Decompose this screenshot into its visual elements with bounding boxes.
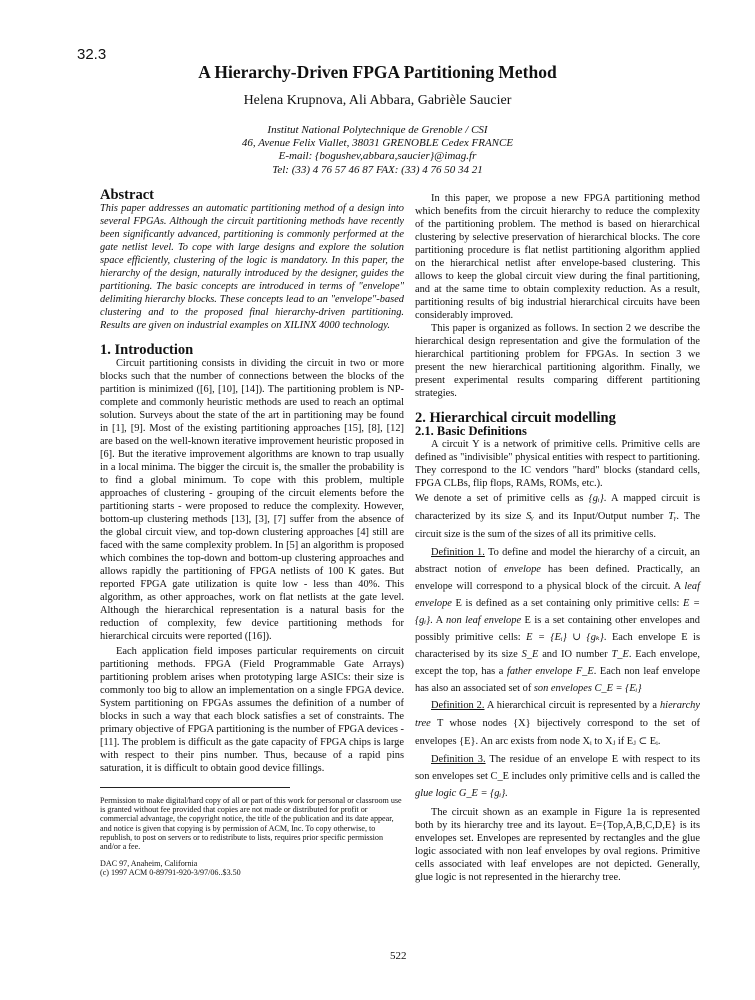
intro-paragraph: Each application field imposes particular requirements on circuit partitioning methods. FPGA (Field Programmable Gate Arrays) partitioning problem arises when prototyping large ASICs: their size is commonly too big to allow an implementation on a single FPGA device. System partitioning on FPGAs assumes the definition of a number of blocks in such a way that each block satisfies a set of constraints. The primary objective of FPGA partitioning is the number of FPGA devices - [11]. The problem is difficult as the gate capacity of FPGA chips is large with respect to their pins number. Thus, because of a rapid pins saturation, it is difficult to obtain good device fillings. [100,646,404,774]
term: envelope [503,564,541,575]
term: father envelope [506,666,573,677]
term: leaf envelope [415,581,700,609]
term: glue logic [415,788,457,799]
section-2-1-heading: 2.1. Basic Definitions [415,424,527,438]
definition-2 [415,697,700,751]
right-column [415,192,700,884]
section-2-heading: 2. Hierarchical circuit modelling [415,410,616,426]
math-symbol: F_E [572,666,594,677]
text-span: . A [430,615,447,626]
text-span: . The circuit size is the sum of the sizes of all its primitive cells. [415,511,700,540]
math-equation: E = {gᵢ} [415,598,700,626]
text-span: . Each envelope E is characterised by its size [415,632,700,660]
text-span: . Each envelope, except the top, has a [415,649,700,677]
definition-label: Definition 1. [431,547,485,558]
math-symbol: T_E [611,649,629,660]
text-span: has been defined. Practically, an envelope will correspond to a physical block of the circuit. A [415,564,701,592]
phone-fax: Tel: (33) 4 76 57 46 87 FAX: (33) 4 76 50 34 21 [272,163,483,176]
institution: Institut National Polytechnique de Grenoble / CSI [267,124,488,136]
math-equation: G_E = {gᵢ}. [456,788,508,799]
authors: Helena Krupnova, Ali Abbara, Gabrièle Saucier [243,93,512,108]
term: hierarchy tree [415,700,700,729]
left-column [100,189,404,878]
text-span: To define and model the hierarchy of a circuit, an abstract notion of [415,547,700,575]
right-paragraph: This paper is organized as follows. In section 2 we describe the hierarchical design representation and give the formulation of the hierarchical partitioning problem for FPGAs. In section 3 we present the new hierarchical partitioning algorithm. Finally, we present experimental results comparing different partitioning strategies. [415,323,700,399]
text-span: . A mapped circuit is characterized by its size [415,493,700,522]
footnote-divider [100,787,290,788]
term: non leaf envelope [446,615,522,626]
abstract-heading: Abstract [100,187,154,203]
math-equation: C_E = {Eᵢ} [591,683,642,694]
text-span: E is defined as a set containing only primitive cells: [451,598,684,609]
definition-3 [415,751,700,802]
math-symbol: Tᵧ [668,511,677,522]
basic-definitions-paragraph: A circuit Y is a network of primitive cells. Primitive cells are defined as "indivisible" physical entities with respect to partitioning. They correspond to the IC vendors "hard" blocks (standard cells, FPGA CLBs, flip flops, RAMs, ROMs, etc.). [415,439,700,489]
math-symbol: Sᵧ [526,511,534,522]
text-span: We denote a set of primitive cells as [415,493,589,504]
permission-notice: Permission to make digital/hard copy of all or part of this work for personal or classroom use is granted without fee provided that copies are not made or distributed for profit or commercial advantage, the copyright notice, the title of the publication and its date appear, and notice is given that copying is by permission of ACM, Inc. To copy otherwise, to republish, to post on servers or to redistribute to lists, requires prior specific permission and/or a fee. [100,796,402,852]
text-span: . Each non leaf envelope has also an associated set of [415,666,700,694]
text-span: E is a set containing other envelopes and possibly primitive cells: [415,615,700,643]
definition-1 [415,544,700,697]
page-number: 522 [390,950,407,962]
text-span: A hierarchical circuit is represented by a [484,700,660,711]
session-number: 32.3 [77,46,107,63]
definition-label: Definition 3. [431,754,486,765]
text-span: The residue of an envelope E with respect to its son envelopes set C_E includes only primitive cells and is called the [415,754,700,782]
math-set: {gᵢ} [588,493,604,504]
email: E-mail: {bogushev,abbara,saucier}@imag.fr [278,150,477,163]
math-equation: E = {Eᵢ} ∪ {gₖ} [526,632,604,643]
abstract-text: This paper addresses an automatic partitioning method of a design into several FPGAs. Although the circuit partitioning methods have recently been significantly advanced, partitioning is commonly performed at the gate netlist level. To cope with large designs and explore the solution space efficiently, clustering of the logic is mandatory. In this paper, the hierarchy of the design, naturally introduced by the designer, guides the partitioning. The basic concepts are introduced in terms of "envelope" delimiting hierarchy blocks. These concepts lead to an "envelope"-based clustering and to the proposed final hierarchy-driven partitioning. Results are given on industrial examples on XILINX 4000 technology. [100,203,404,331]
term: son envelopes [533,683,592,694]
copyright-info: (c) 1997 ACM 0-89791-920-3/97/06..$3.50 [100,868,241,878]
affiliation [0,124,755,177]
definition-label: Definition 2. [431,700,485,711]
conference-info: DAC 97, Anaheim, California [100,859,198,869]
math-symbol: S_E [521,649,539,660]
text-span: and its Input/Output number [533,511,669,522]
paper-title: A Hierarchy-Driven FPGA Partitioning Method [198,62,557,82]
introduction-heading: 1. Introduction [100,342,194,358]
closing-paragraph: The circuit shown as an example in Figure 1a is represented both by its hierarchy tree and its layout. E={Top,A,B,C,D,E} is its envelopes set. Envelopes are represented by rectangles and the glue logic associated with non leaf envelopes by oval regions. Primitive cells associated with leaf envelopes are not depicted. Generally, glue logic is not represented in the hierarchy tree. [415,807,700,883]
text-span: T whose nodes {X} bijectively correspond to the set of envelopes {E}. An arc exists from node Xᵢ to Xⱼ if Eⱼ ⊂ Eᵢ. [415,718,700,747]
primitive-cells-paragraph [415,490,700,544]
right-paragraph: In this paper, we propose a new FPGA partitioning method which benefits from the circuit hierarchy to reduce the complexity of the partitioning problem. The method is based on hierarchical clustering by selective preservation of hierarchical blocks. The core partitioning procedure is flat netlist partitioning algorithm applied on the hierarchical netlist after envelope-based clustering. This allows to keep the global circuit view during the final partitioning, and at the same time to obtain complexity reduction. As a result, partitioning results of big industrial hierarchical circuits have been considerably improved. [415,193,700,321]
address: 46, Avenue Felix Viallet, 38031 GRENOBLE Cedex FRANCE [241,137,514,150]
intro-paragraph: Circuit partitioning consists in dividing the circuit in two or more blocks such that the number of connections between the blocks of the partition is minimized ([6], [10], [14]). The partitioning problem is NP-complete and commonly heuristic methods are used to reach an optimal solution. Surveys about the state of the art in partitioning may be found in [1], [9]. Most of the existing partitioning approaches [15], [8], [12] are based on the well-known iterative improvement heuristic proposed in [6]. But the iterative improvement algorithms are known to trap usually in a local minima. The bigger the circuit is, the smaller the probability is to find a global minimum. To cope with this problem, multiple approaches of clustering - grouping of the circuit elements before the partitioning starts - were proposed to reduce the complexity. However, bottom-up clustering methods [13], [3], [7] suffer from the absence of the global circuit view, and top-down clustering approaches [4] still are faced with the same complexity problem. In [5] an algorithm is proposed which combines the top-down and bottom-up clustering approaches and allows rapidly the partitioning of FPGA netlists of 100 K gates. But reported FPGA gate utilization is quite low - less than 40%. This algorithm, as other approaches, work on flat netlists at the gate level. Although the hierarchical representation is a natural basis for the reduction of complexity, few device partitioning methods for hierarchical circuits were reported ([16]). [100,358,404,642]
text-span: and IO number [538,649,612,660]
